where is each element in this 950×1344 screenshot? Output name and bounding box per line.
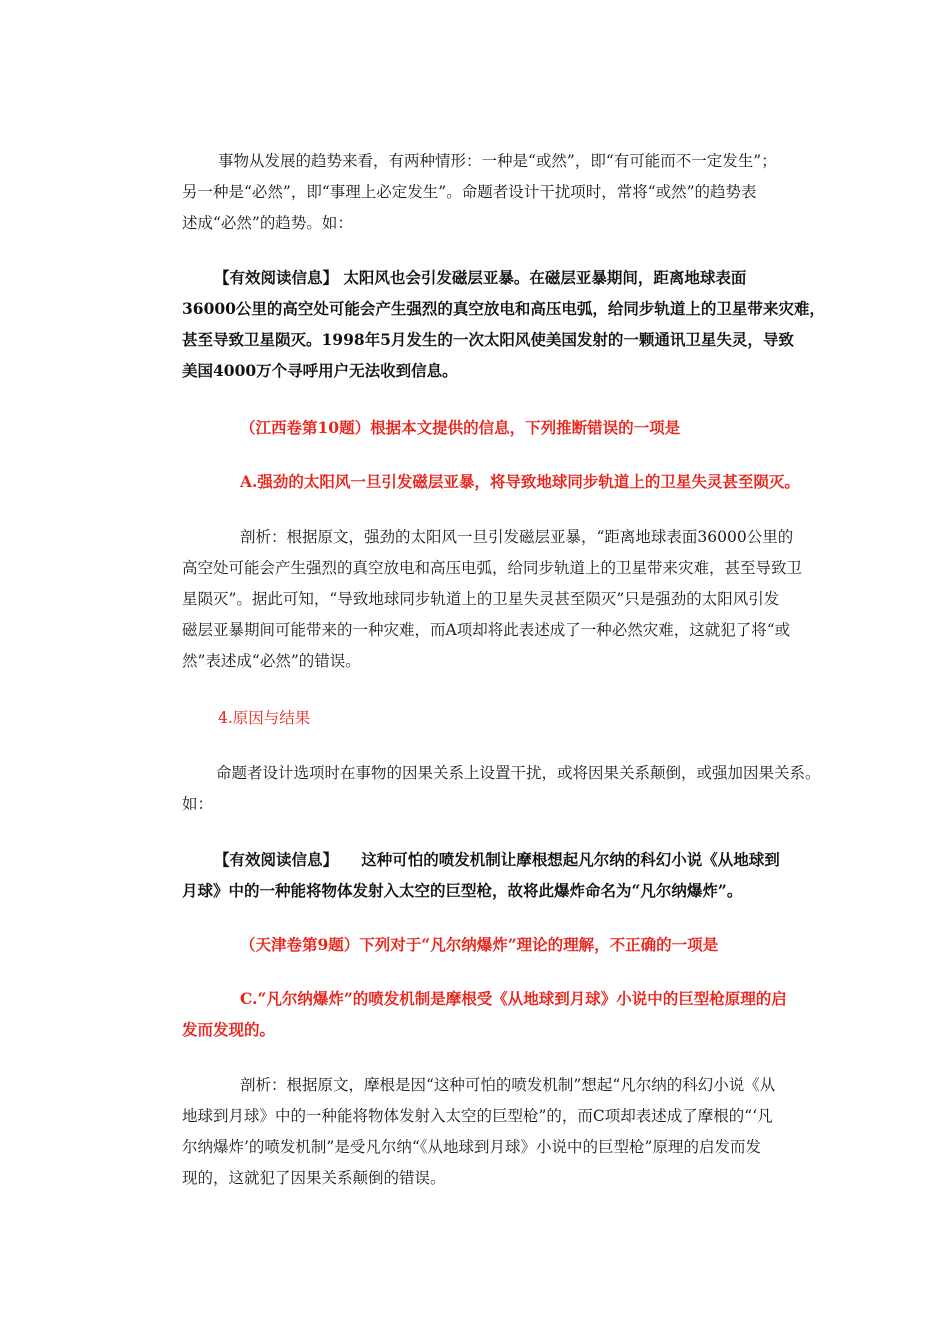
text-line: 事物从发展的趋势来看，有两种情形：一种是“或然”，即“有可能而不一定发生”； (218, 152, 777, 170)
text-line: 【有效阅读信息】 这种可怕的喷发机制让摩根想起凡尔纳的科幻小说《从地球到 (214, 850, 780, 869)
text-line: 高空处可能会产生强烈的真空放电和高压电弧，给同步轨道上的卫星带来灾难，甚至导致卫 (182, 559, 803, 577)
option-c (182, 983, 842, 1045)
option-a (182, 466, 842, 497)
intro-paragraph (182, 146, 842, 239)
question-1 (182, 412, 842, 443)
analysis-1 (182, 522, 842, 677)
reading-info-block-1 (182, 262, 842, 386)
text-line: 述成“必然”的趋势。如： (182, 214, 353, 232)
question-2 (182, 929, 842, 960)
section-heading-4 (182, 703, 842, 734)
text-line: 4.原因与结果 (218, 709, 311, 727)
text-line: A.强劲的太阳风一旦引发磁层亚暴，将导致地球同步轨道上的卫星失灵甚至陨灭。 (240, 472, 800, 491)
text-line: 36000公里的高空处可能会产生强烈的真空放电和高压电弧，给同步轨道上的卫星带来灾难， (182, 299, 825, 318)
text-line: （江西卷第10题）根据本文提供的信息，下列推断错误的一项是 (240, 418, 681, 437)
text-line: 剖析：根据原文，摩根是因“这种可怕的喷发机制”想起“凡尔纳的科幻小说《从 (240, 1076, 776, 1094)
text-line: 甚至导致卫星陨灭。1998年5月发生的一次太阳风使美国发射的一颗通讯卫星失灵，导致 (182, 330, 794, 349)
text-line: 月球》中的一种能将物体发射入太空的巨型枪，故将此爆炸命名为“凡尔纳爆炸”。 (182, 881, 743, 900)
reading-info-block-2 (182, 844, 842, 906)
text-line: 然”表述成“必然”的错误。 (182, 652, 361, 670)
cause-effect-paragraph (182, 758, 842, 820)
text-line: 发而发现的。 (182, 1020, 276, 1039)
text-line: （天津卷第9题）下列对于“凡尔纳爆炸”理论的理解，不正确的一项是 (240, 935, 719, 954)
text-line: 地球到月球》中的一种能将物体发射入太空的巨型枪”的，而C项却表述成了摩根的“‘凡 (182, 1107, 773, 1125)
text-line: 美国4000万个寻呼用户无法收到信息。 (182, 361, 458, 380)
text-line: 剖析：根据原文，强劲的太阳风一旦引发磁层亚暴，“距离地球表面36000公里的 (240, 528, 794, 546)
text-line: 现的，这就犯了因果关系颠倒的错误。 (182, 1169, 446, 1187)
text-line: 尔纳爆炸’的喷发机制”是受凡尔纳“《从地球到月球》小说中的巨型枪”原理的启发而发 (182, 1138, 761, 1156)
text-line: 如： (182, 795, 214, 813)
text-line: 另一种是“必然”，即“事理上必定发生”。命题者设计干扰项时，常将“或然”的趋势表 (182, 183, 757, 201)
text-line: 星陨灭”。据此可知，“导致地球同步轨道上的卫星失灵甚至陨灭”只是强劲的太阳风引发 (182, 590, 780, 608)
analysis-2 (182, 1070, 842, 1194)
text-line: 命题者设计选项时在事物的因果关系上设置干扰，或将因果关系颠倒，或强加因果关系。 (216, 764, 821, 782)
text-line: C.“凡尔纳爆炸”的喷发机制是摩根受《从地球到月球》小说中的巨型枪原理的启 (240, 989, 787, 1008)
text-line: 【有效阅读信息】 太阳风也会引发磁层亚暴。在磁层亚暴期间，距离地球表面 (214, 268, 747, 287)
text-line: 磁层亚暴期间可能带来的一种灾难，而A项却将此表述成了一种必然灾难，这就犯了将“或 (182, 621, 791, 639)
